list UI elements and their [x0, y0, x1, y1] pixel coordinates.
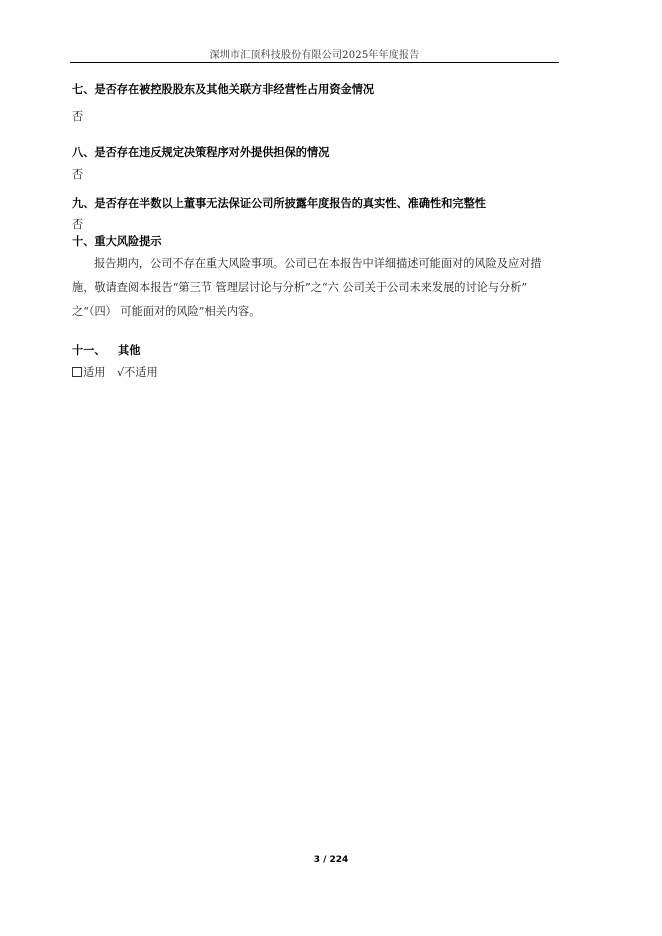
page-header: 深圳市汇顶科技股份有限公司2025年年度报告: [209, 50, 420, 61]
header-rule: [70, 62, 559, 63]
option-not-applicable-label: 不适用: [124, 366, 158, 379]
section-8-heading: 八、是否存在违反规定决策程序对外提供担保的情况: [72, 146, 330, 159]
paragraph-line: 之“（四） 可能面对的风险”相关内容。: [72, 305, 261, 318]
section-9-answer: 否: [72, 218, 84, 231]
section-11-heading: [72, 342, 140, 358]
option-applicable-label: 适用: [83, 366, 106, 379]
section-7-answer: 否: [72, 110, 84, 123]
check-mark-icon: √: [116, 366, 125, 379]
section-11-number: 十一、: [72, 344, 106, 357]
section-8-answer: 否: [72, 168, 84, 181]
section-10-paragraph: [72, 252, 562, 324]
section-7-heading: 七、是否存在被控股股东及其他关联方非经营性占用资金情况: [72, 83, 375, 96]
section-9-heading: 九、是否存在半数以上董事无法保证公司所披露年度报告的真实性、准确性和完整性: [72, 197, 486, 210]
paragraph-line: 施，敬请查阅本报告“第三节 管理层讨论与分析”之“六 公司关于公司未来发展的讨论与分析”: [72, 281, 528, 294]
paragraph-line: 报告期内，公司不存在重大风险事项。公司已在本报告中详细描述可能面对的风险及应对措: [94, 257, 542, 270]
page-number: 3 / 224: [313, 855, 349, 865]
section-10-heading: 十、重大风险提示: [72, 235, 162, 248]
section-11-title: 其他: [118, 344, 141, 357]
checkbox-icon: [72, 367, 82, 377]
applicability-options: [72, 364, 158, 380]
